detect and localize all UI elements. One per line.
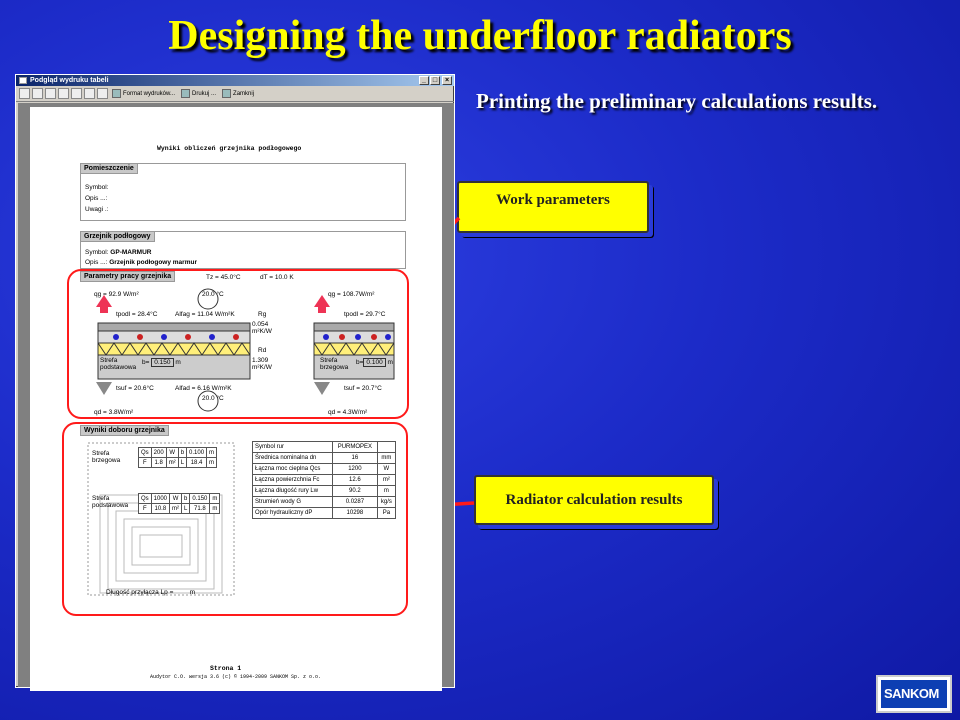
results-cell: 1200 xyxy=(333,464,378,475)
left-alfa-g: Alfag = 11.04 W/m²K xyxy=(175,311,235,318)
format-label: Format wydruków... xyxy=(123,90,176,97)
room-section xyxy=(80,163,406,221)
first-page-icon[interactable] xyxy=(19,88,30,99)
app-icon xyxy=(19,77,27,84)
left-qd: qd = 3.8W/m² xyxy=(94,409,134,416)
results-cell: 10298 xyxy=(333,508,378,519)
right-b-width: b= 0.100 m xyxy=(356,359,393,366)
results-cell: Pa xyxy=(377,508,395,519)
callout-label: Radiator calculation results xyxy=(505,492,683,508)
close-icon[interactable]: × xyxy=(442,76,452,85)
results-cell: PURMOPEX xyxy=(333,442,378,453)
report-title: Wyniki obliczeń grzejnika podłogowego xyxy=(157,145,302,152)
print-button[interactable] xyxy=(179,89,218,98)
section-header: Parametry pracy grzejnika xyxy=(80,271,175,282)
results-cell: 16 xyxy=(333,453,378,464)
room-notes-label: Uwagi .: xyxy=(85,206,109,213)
results-cell: Łączna powierzchnia Fc xyxy=(253,475,333,486)
next-page-icon[interactable] xyxy=(45,88,56,99)
heater-symbol: Symbol: GP-MARMUR xyxy=(85,249,152,256)
close-preview-button[interactable] xyxy=(220,89,256,98)
results-cell: 90.2 xyxy=(333,486,378,497)
right-qd: qd = 4.3W/m² xyxy=(328,409,368,416)
highlight-params-ring xyxy=(67,269,409,419)
left-b-width: b= 0.150 m xyxy=(142,359,181,366)
company-logo xyxy=(876,675,952,713)
slide-subtitle: Printing the preliminary calculations results. xyxy=(476,89,878,113)
room-temp-top: 20.0 °C xyxy=(202,291,224,298)
callout-label: Work parameters xyxy=(496,192,610,208)
results-cell: Średnica nominalna dn xyxy=(253,453,333,464)
heater-desc: Opis ...: Grzejnik podłogowy marmur xyxy=(85,259,197,266)
room-temp-bottom: 20.0 °C xyxy=(202,395,224,402)
page-number: Strona 1 xyxy=(210,665,242,672)
rd-label: Rd xyxy=(258,347,267,354)
prev-page-icon[interactable] xyxy=(32,88,43,99)
rg-value: 0.054 m²K/W xyxy=(252,321,272,335)
left-alfa-d: Alfad = 6.16 W/m²K xyxy=(175,385,232,392)
section-header: Pomieszczenie xyxy=(81,164,138,174)
left-tpodl: tpodl = 28.4°C xyxy=(116,311,158,318)
results-cell: 12.6 xyxy=(333,475,378,486)
results-cell: mm xyxy=(377,453,395,464)
results-cell: 0.0287 xyxy=(333,497,378,508)
results-cell: Opór hydrauliczny dP xyxy=(253,508,333,519)
right-tsuf: tsuf = 20.7°C xyxy=(344,385,382,392)
door-icon xyxy=(222,89,231,98)
page-setup-icon[interactable] xyxy=(84,88,95,99)
zone-base-label: Strefa podstawowa xyxy=(100,357,137,371)
tz-value: Tz = 45.0°C xyxy=(206,274,241,281)
toolbar xyxy=(16,86,454,102)
rg-label: Rg xyxy=(258,311,267,318)
format-button[interactable] xyxy=(110,89,177,98)
format-icon xyxy=(112,89,121,98)
edge-zone-label: Strefa brzegowa xyxy=(92,450,121,464)
room-desc-label: Opis ...: xyxy=(85,195,108,202)
printer-icon xyxy=(181,89,190,98)
results-cell: m² xyxy=(377,475,395,486)
print-label: Drukuj ... xyxy=(192,90,217,97)
results-cell: m xyxy=(377,486,395,497)
results-cell: W xyxy=(377,464,395,475)
close-label: Zamknij xyxy=(233,90,255,97)
dt-value: dT = 10.0 K xyxy=(260,274,294,281)
logo-text: SANKOM xyxy=(881,680,947,708)
window-titlebar[interactable] xyxy=(16,75,454,86)
room-symbol-label: Symbol: xyxy=(85,184,109,191)
heater-section xyxy=(80,231,406,269)
copyright-footer: Audytor C.O. wersja 3.6 (c) © 1994-2009 SANKOM Sp. z o.o. xyxy=(150,674,322,680)
results-cell: Łączna moc cieplna Qcs xyxy=(253,464,333,475)
section-header: Grzejnik podłogowy xyxy=(81,232,155,242)
window-title: Podgląd wydruku tabeli xyxy=(30,77,109,84)
fit-icon[interactable] xyxy=(97,88,108,99)
connection-length: Długość przyłącza Lp = m xyxy=(106,589,196,596)
base-zone-table: Qs 1000 W b 0.150 m F 10.8 m² L 71.8 m xyxy=(138,493,220,514)
right-tpodl: tpodl = 29.7°C xyxy=(344,311,386,318)
highlight-results-ring xyxy=(62,422,408,616)
results-cell: Łączna długość rury Lw xyxy=(253,486,333,497)
minimize-icon[interactable]: _ xyxy=(419,76,429,85)
results-cell: Strumień wody G xyxy=(253,497,333,508)
base-zone-label: Strefa podstawowa xyxy=(92,495,129,509)
results-cell: kg/s xyxy=(377,497,395,508)
results-cell: Symbol rur xyxy=(253,442,333,453)
maximize-icon[interactable]: □ xyxy=(430,76,440,85)
right-qg: qg = 108.7W/m² xyxy=(328,291,375,298)
zone-edge-label: Strefa brzegowa xyxy=(320,357,349,371)
section-header: Wyniki doboru grzejnika xyxy=(80,425,169,436)
rd-value: 1.309 m²K/W xyxy=(252,357,272,371)
slide-title: Designing the underfloor radiators xyxy=(168,13,792,59)
last-page-icon[interactable] xyxy=(58,88,69,99)
left-tsuf: tsuf = 20.6°C xyxy=(116,385,154,392)
edge-zone-table: Qs 200 W b 0.100 m F 1.8 m² L 18.4 m xyxy=(138,447,217,468)
left-qg: qg = 92.9 W/m² xyxy=(94,291,139,298)
zoom-icon[interactable] xyxy=(71,88,82,99)
